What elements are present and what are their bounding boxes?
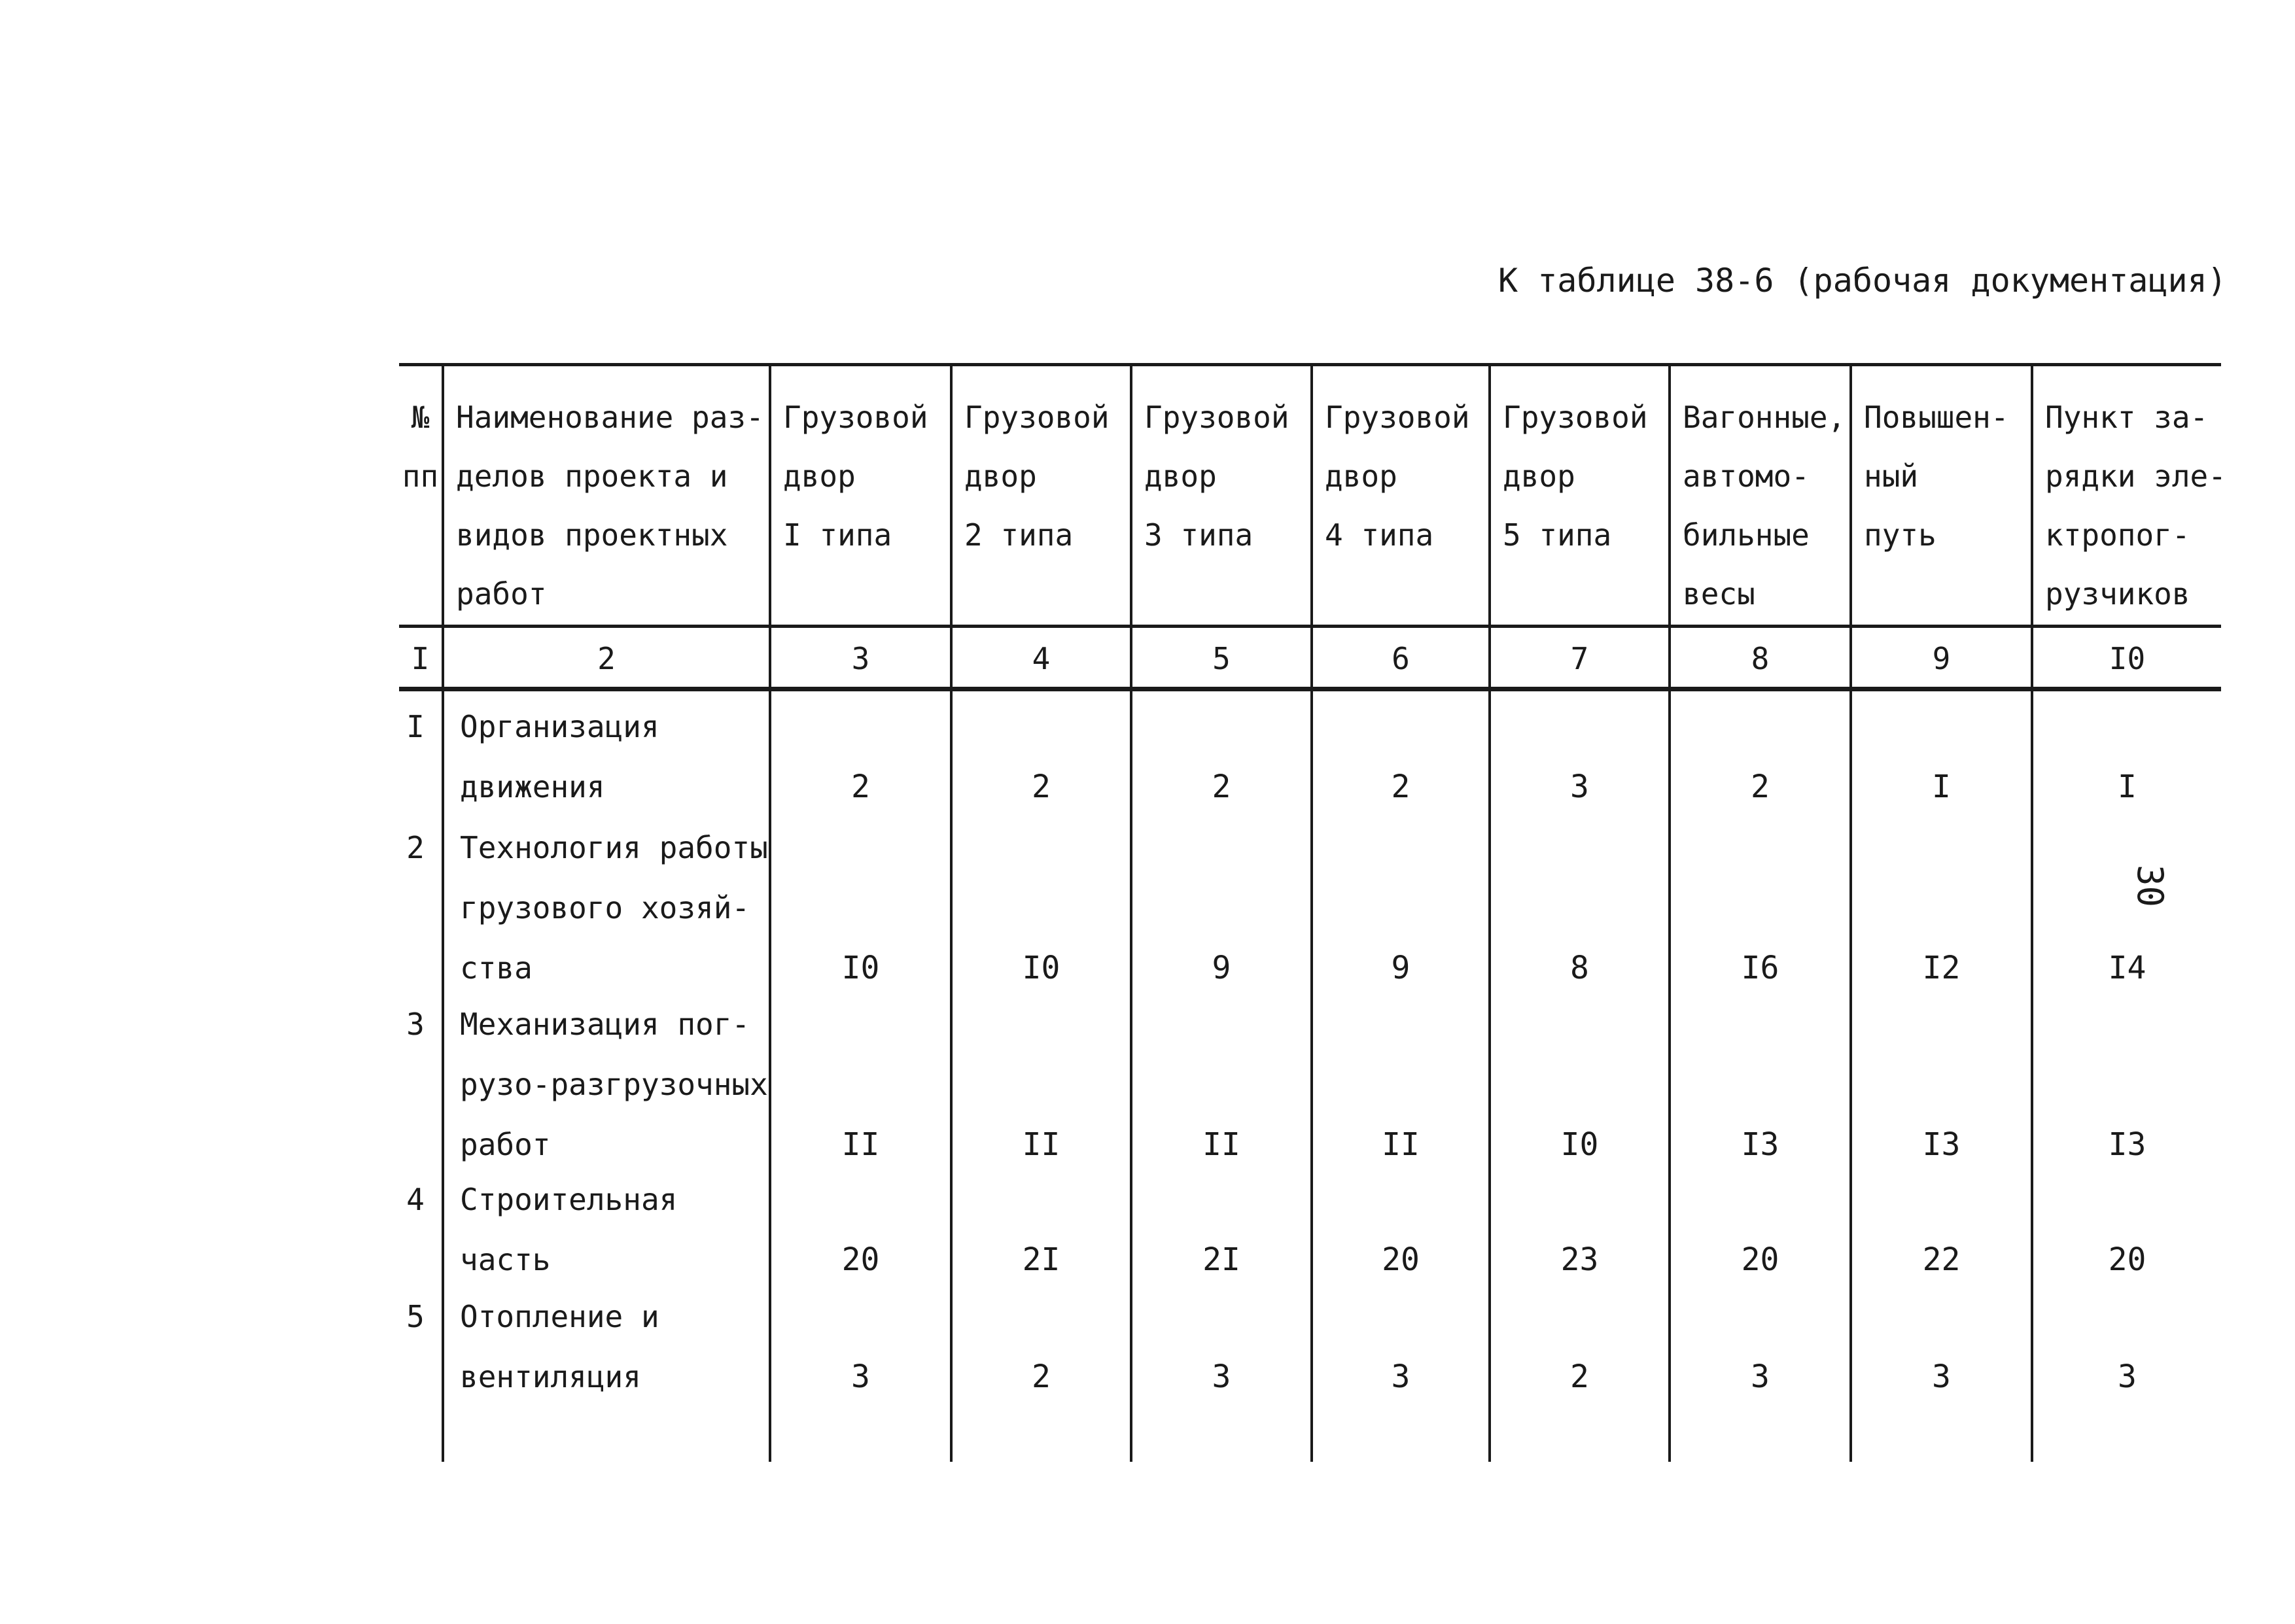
table-cell-value: I6 <box>1741 950 1779 986</box>
column-number: 9 <box>1932 641 1951 676</box>
header-line: путь <box>1864 517 1936 553</box>
header-line: рузчиков <box>2045 576 2190 612</box>
table-cell-value: II <box>1382 1126 1420 1163</box>
header-cell-elevated-track <box>1852 363 2031 625</box>
header-cell-freight-yard-type-2 <box>953 363 1130 625</box>
column-number: 6 <box>1392 641 1410 676</box>
row-number: 4 <box>406 1182 425 1217</box>
header-line: Пункт за- <box>2045 400 2209 435</box>
header-line: 4 типа <box>1325 517 1434 553</box>
column-number: 2 <box>597 641 616 676</box>
header-line: пп <box>402 458 439 494</box>
row-section-name <box>460 818 787 998</box>
column-number: I <box>411 641 430 676</box>
section-name-line: Отопление и <box>460 1299 659 1334</box>
table-cell-value: 3 <box>1391 1358 1410 1395</box>
table-cell-value: 2I <box>1202 1241 1240 1278</box>
table-cell-value: 2 <box>1391 769 1410 805</box>
column-number: 7 <box>1570 641 1589 676</box>
table-cell-value: I0 <box>1022 950 1060 986</box>
section-name-line: вентиляция <box>460 1359 641 1394</box>
header-cell-freight-yard-type-3 <box>1132 363 1310 625</box>
table-cell-value: 3 <box>1932 1358 1951 1395</box>
table-cell-value: 23 <box>1560 1241 1599 1278</box>
column-number: 8 <box>1751 641 1770 676</box>
section-name-line: грузового хозяй- <box>460 890 750 925</box>
header-line: I типа <box>783 517 892 553</box>
header-cell-freight-yard-type-4 <box>1313 363 1488 625</box>
row-section-name <box>460 1287 787 1407</box>
section-name-line: рузо-разгрузочных <box>460 1067 768 1102</box>
section-name-line: ства <box>460 950 533 986</box>
page-number: 30 <box>2129 865 2171 908</box>
section-name-line: Строительная <box>460 1182 678 1217</box>
row-number: 5 <box>406 1299 425 1334</box>
table-cell-value: 3 <box>1751 1358 1770 1395</box>
header-line: двор <box>964 458 1037 494</box>
table-cell-value: 2 <box>1032 1358 1051 1395</box>
header-line: 3 типа <box>1144 517 1253 553</box>
table-cell-value: 20 <box>841 1241 880 1278</box>
table-cell-value: 20 <box>1741 1241 1779 1278</box>
table-cell-value: 2 <box>851 769 870 805</box>
row-section-name <box>460 1169 787 1290</box>
table-cell-value: I3 <box>1741 1126 1779 1163</box>
table-cell-value: 20 <box>1382 1241 1420 1278</box>
table-cell-value: 2 <box>1032 769 1051 805</box>
table-cell-value: 2I <box>1022 1241 1060 1278</box>
table-cell-value: II <box>841 1126 880 1163</box>
column-number: I0 <box>2109 641 2146 676</box>
table-cell-value: I3 <box>1922 1126 1961 1163</box>
header-line: видов проектных <box>456 517 728 553</box>
header-cell-charging-point <box>2033 363 2226 625</box>
header-line: Повышен- <box>1864 400 2009 435</box>
table-cell-value: 3 <box>1212 1358 1231 1395</box>
header-cell-no <box>399 363 442 625</box>
table-cell-value: 9 <box>1391 950 1410 986</box>
header-line: двор <box>783 458 856 494</box>
table-cell-value: I0 <box>1560 1126 1599 1163</box>
section-name-line: движения <box>460 769 605 804</box>
table-cell-value: 9 <box>1212 950 1231 986</box>
table-cell-value: 3 <box>1570 769 1589 805</box>
table-cell-value: 3 <box>2118 1358 2137 1395</box>
column-number: 4 <box>1032 641 1051 676</box>
section-name-line: часть <box>460 1242 551 1277</box>
header-line: Грузовой <box>1503 400 1648 435</box>
header-cell-freight-yard-type-5 <box>1491 363 1668 625</box>
header-cell-scales <box>1671 363 1849 625</box>
table-cell-value: I2 <box>1922 950 1961 986</box>
section-name-line: работ <box>460 1127 551 1162</box>
table-cell-value: I <box>2118 769 2137 805</box>
section-name-line: Технология работы <box>460 830 768 865</box>
header-line: 5 типа <box>1503 517 1612 553</box>
row-section-name <box>460 994 787 1175</box>
header-line: рядки эле- <box>2045 458 2226 494</box>
table-cell-value: 8 <box>1570 950 1589 986</box>
header-line: Грузовой <box>1325 400 1470 435</box>
header-line: Грузовой <box>964 400 1110 435</box>
table-cell-value: II <box>1022 1126 1060 1163</box>
table-caption: К таблице 38-6 (рабочая документация) <box>1498 262 2227 300</box>
header-line: ный <box>1864 458 1919 494</box>
table-cell-value: 3 <box>851 1358 870 1395</box>
table-cell-value: I <box>1932 769 1951 805</box>
header-line: бильные <box>1683 517 1810 553</box>
header-line: работ <box>456 576 547 612</box>
table-cell-value: II <box>1202 1126 1240 1163</box>
header-line: № <box>411 400 430 435</box>
header-line: Грузовой <box>783 400 928 435</box>
data-table <box>399 363 2226 1462</box>
row-number: 3 <box>406 1007 425 1042</box>
table-cell-value: 2 <box>1751 769 1770 805</box>
column-number: 5 <box>1212 641 1231 676</box>
table-cell-value: 20 <box>2108 1241 2146 1278</box>
row-number: 2 <box>406 830 425 865</box>
header-line: Наименование раз- <box>456 400 764 435</box>
header-line: весы <box>1683 576 1755 612</box>
table-cell-value: 2 <box>1570 1358 1589 1395</box>
header-cell-freight-yard-type-1 <box>771 363 950 625</box>
header-line: автомо- <box>1683 458 1810 494</box>
row-section-name <box>460 697 787 817</box>
table-cell-value: 2 <box>1212 769 1231 805</box>
row-number: I <box>406 709 425 744</box>
table-cell-value: 22 <box>1922 1241 1961 1278</box>
header-line: делов проекта и <box>456 458 728 494</box>
header-line: ктропог- <box>2045 517 2190 553</box>
header-line: Вагонные, <box>1683 400 1846 435</box>
header-line: двор <box>1144 458 1217 494</box>
header-line: Грузовой <box>1144 400 1289 435</box>
header-cell-name <box>444 363 769 625</box>
section-name-line: Организация <box>460 709 659 744</box>
table-cell-value: I4 <box>2108 950 2146 986</box>
table-cell-value: I3 <box>2108 1126 2146 1163</box>
header-line: 2 типа <box>964 517 1074 553</box>
section-name-line: Механизация пог- <box>460 1007 750 1042</box>
table-cell-value: I0 <box>841 950 880 986</box>
column-number: 3 <box>851 641 870 676</box>
header-line: двор <box>1503 458 1575 494</box>
header-line: двор <box>1325 458 1397 494</box>
